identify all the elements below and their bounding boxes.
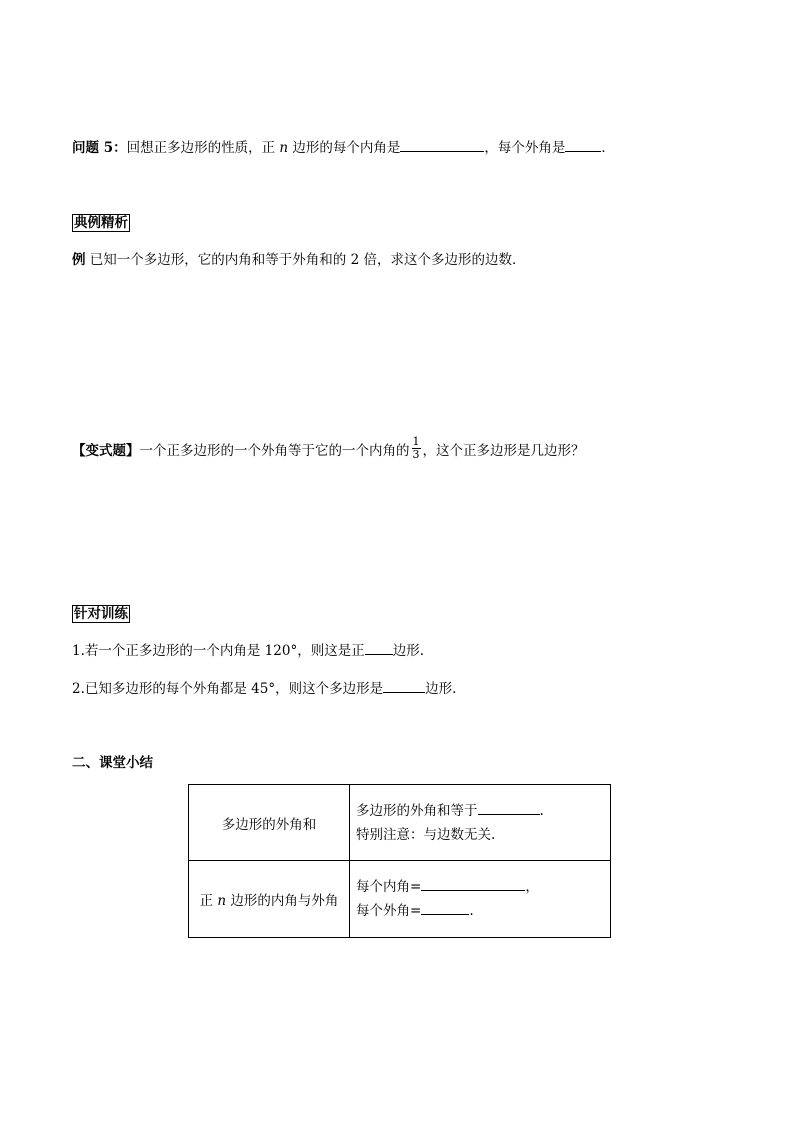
example-text: 已知一个多边形，它的内角和等于外角和的 2 倍，求这个多边形的边数．	[85, 252, 526, 268]
summary-row-exterior-sum	[189, 785, 611, 861]
interior-angle-end: ，	[525, 879, 539, 895]
section-header-training	[72, 602, 130, 622]
summary-row-1-left	[189, 785, 350, 861]
problem-5-label: 问题 5：	[72, 140, 127, 156]
problem-5-end: ．	[601, 140, 615, 156]
summary-table	[188, 784, 611, 938]
variable-n-summary: n	[217, 893, 227, 909]
summary-title: 二、课堂小结	[72, 755, 153, 771]
summary-row-1-right	[350, 785, 611, 861]
training-item-2-text: 2.已知多边形的每个外角都是 45°，则这个多边形是	[72, 681, 384, 697]
exterior-sum-line	[356, 799, 610, 823]
variable-n: n	[279, 140, 289, 156]
exterior-angle-blank[interactable]	[565, 137, 601, 152]
training-header-label: 针对训练	[74, 606, 128, 622]
problem-5	[72, 136, 615, 156]
exterior-sum-end: .	[539, 802, 544, 819]
training-item-2-end: 边形.	[425, 681, 457, 697]
training-item-2	[72, 677, 456, 697]
problem-5-text: 回想正多边形的性质，正	[126, 140, 280, 156]
interior-angle-line	[356, 875, 610, 899]
training-item-1-end: 边形.	[392, 643, 424, 659]
example-header-label: 典例精析	[74, 215, 128, 231]
exterior-sum-text: 多边形的外角和等于	[356, 802, 478, 819]
variant-text-end: ，这个正多边形是几边形？	[422, 442, 585, 459]
fraction-one-third	[412, 436, 421, 461]
problem-5-text-b: 边形的每个内角是	[288, 140, 401, 156]
training-item-1	[72, 639, 424, 659]
exterior-sum-label: 多边形的外角和	[221, 816, 317, 833]
summary-row-2-left	[189, 861, 350, 938]
interior-angle-blank[interactable]	[400, 137, 484, 152]
variant-label: 【变式题】	[72, 442, 140, 459]
example-question	[72, 248, 525, 268]
training-item-1-text: 1.若一个正多边形的一个内角是 120°，则这是正	[72, 643, 365, 659]
fraction-denominator: 3	[412, 448, 420, 461]
fraction-numerator: 1	[412, 435, 420, 448]
section-header-example	[72, 211, 130, 231]
exterior-angle-formula-blank[interactable]	[421, 900, 469, 915]
exterior-sum-blank[interactable]	[478, 800, 540, 815]
exterior-angle-text: 每个外角=	[356, 903, 422, 919]
variant-text: 一个正多边形的一个外角等于它的一个内角的	[139, 442, 410, 459]
example-label: 例	[72, 252, 86, 268]
summary-row-regular-polygon	[189, 861, 611, 938]
training-item-2-blank[interactable]	[383, 678, 425, 693]
regular-polygon-label: 正	[199, 893, 218, 909]
special-note: 特别注意：与边数无关.	[356, 826, 496, 843]
exterior-angle-line	[356, 899, 610, 923]
summary-row-2-right	[350, 861, 611, 938]
regular-polygon-label-end: 边形的内角与外角	[226, 893, 339, 909]
variant-question	[72, 436, 585, 461]
interior-angle-text: 每个内角=	[356, 879, 422, 895]
training-item-1-blank[interactable]	[365, 640, 393, 655]
interior-angle-formula-blank[interactable]	[421, 876, 525, 891]
problem-5-text-c: ，每个外角是	[484, 140, 566, 156]
exterior-angle-end: .	[469, 903, 474, 919]
